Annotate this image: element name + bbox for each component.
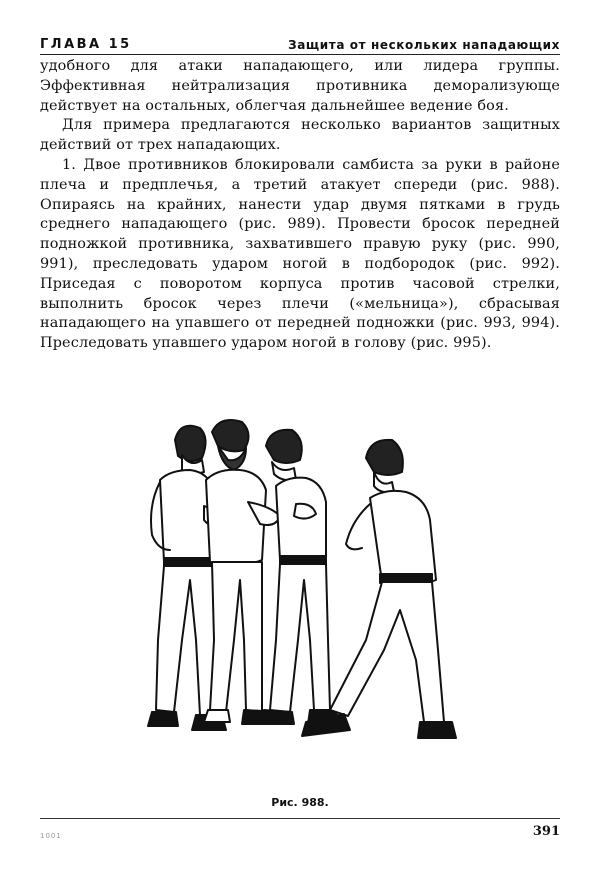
- figure-right-opponent: [258, 430, 338, 724]
- section-title: Защита от нескольких нападающих: [288, 38, 560, 52]
- running-header: [40, 32, 560, 55]
- paragraph-intro: Для примера предлагаются несколько вариантов защитных действий от трех нападающих.: [40, 117, 560, 154]
- paragraph-variant-1: 1. Двое противников блокировали самбиста за руки в районе плеча и предплечья, а третий атакует спереди (рис. 988). Опираясь на крайних, нанести удар двумя пятками в грудь среднего нападающего (рис. 989). Провести бросок передней подножкой противника, захватившего правую руку (рис. 990, 991), преследовать ударом ногой в подбородок (рис. 992). Приседая с поворотом корпуса против часовой стрелки, выполнить бросок через плечи («мельница»), сбрасывая нападающего на упавшего от передней подножки (рис. 993, 994). Преследовать упавшего ударом ногой в голову (рис. 995).: [40, 156, 560, 352]
- footer-mark: 1001: [40, 832, 62, 840]
- paragraph-continued: удобного для атаки нападающего, или лидера группы. Эффективная нейтрализация противника деморализующе действует на остальных, облегчая дальнейшее ведение боя.: [40, 58, 560, 114]
- illustration-fig-988: [130, 410, 470, 760]
- chapter-label: ГЛАВА 15: [40, 37, 132, 52]
- figure-middle-defender: [204, 420, 282, 724]
- body-text: [40, 57, 560, 354]
- figure-caption: Рис. 988.: [271, 796, 329, 809]
- page-number: 391: [532, 824, 560, 839]
- footer-rule: [40, 818, 560, 819]
